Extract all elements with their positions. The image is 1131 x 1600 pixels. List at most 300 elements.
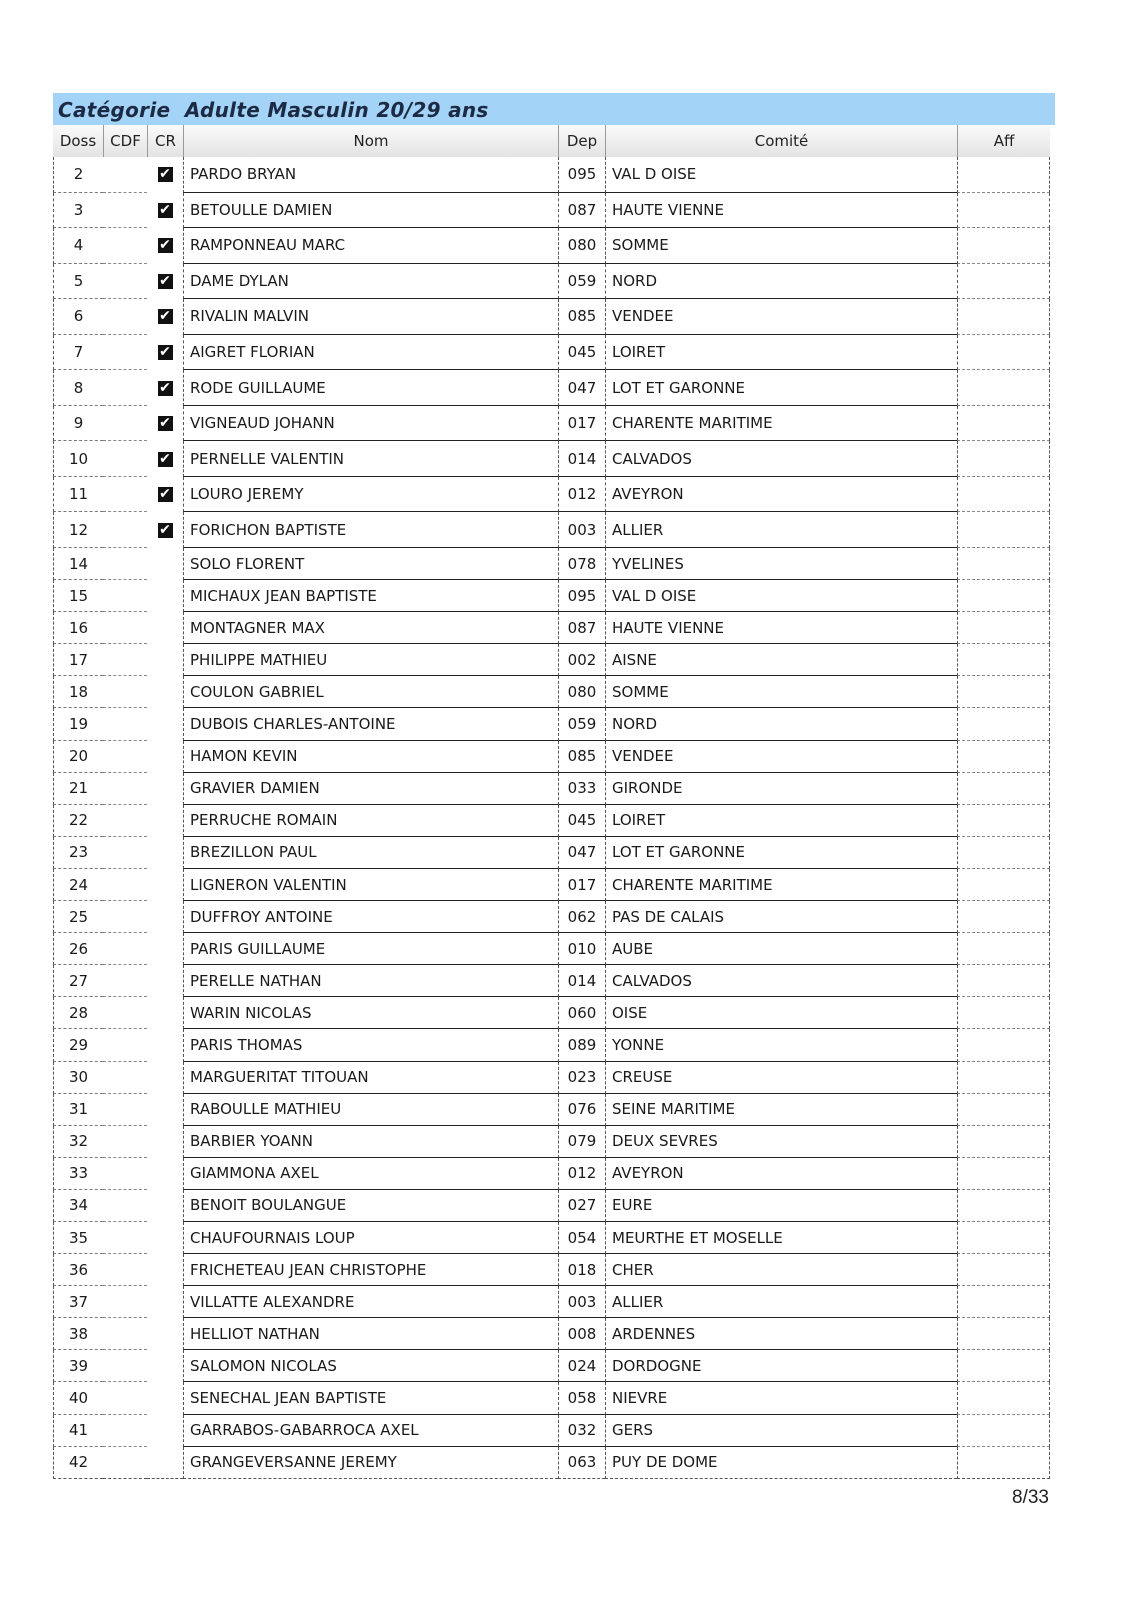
doss-cell: 8 [53,370,103,406]
aff-cell [957,1350,1050,1382]
cdf-cell [103,1062,147,1094]
table-row [53,1126,1050,1158]
cr-cell [147,933,183,965]
comite-cell: AVEYRON [605,1158,957,1190]
doss-cell: 3 [53,193,103,229]
cdf-cell [103,997,147,1029]
comite-cell: YVELINES [605,548,957,580]
cdf-cell [103,708,147,740]
nom-cell: BETOULLE DAMIEN [183,193,558,229]
dep-cell: 045 [558,805,605,837]
cr-cell [147,1254,183,1286]
cdf-cell [103,193,147,229]
cr-cell [147,1190,183,1222]
table-row [53,1062,1050,1094]
table-row [53,933,1050,965]
dep-cell: 062 [558,901,605,933]
aff-cell [957,869,1050,901]
aff-cell [957,1415,1050,1447]
aff-cell [957,933,1050,965]
dep-cell: 060 [558,997,605,1029]
dep-cell: 095 [558,580,605,612]
aff-cell [957,1158,1050,1190]
cr-cell [147,805,183,837]
comite-cell: DORDOGNE [605,1350,957,1382]
nom-cell: SALOMON NICOLAS [183,1350,558,1382]
cr-cell [147,157,183,193]
doss-cell: 30 [53,1062,103,1094]
aff-cell [957,1222,1050,1254]
nom-cell: PARIS THOMAS [183,1029,558,1061]
dep-cell: 024 [558,1350,605,1382]
nom-cell: GARRABOS-GABARROCA AXEL [183,1415,558,1447]
cdf-cell [103,1094,147,1126]
table-row [53,741,1050,773]
nom-cell: WARIN NICOLAS [183,997,558,1029]
comite-cell: SOMME [605,228,957,264]
table-row [53,1286,1050,1318]
cr-cell [147,335,183,371]
comite-cell: PAS DE CALAIS [605,901,957,933]
dep-cell: 080 [558,228,605,264]
nom-cell: PERRUCHE ROMAIN [183,805,558,837]
dep-cell: 079 [558,1126,605,1158]
table-row [53,580,1050,612]
nom-cell: SENECHAL JEAN BAPTISTE [183,1382,558,1414]
nom-cell: PERELLE NATHAN [183,965,558,997]
doss-cell: 25 [53,901,103,933]
cdf-cell [103,406,147,442]
table-row [53,708,1050,740]
aff-cell [957,406,1050,442]
aff-cell [957,1382,1050,1414]
cdf-cell [103,580,147,612]
aff-cell [957,965,1050,997]
comite-cell: AVEYRON [605,477,957,513]
cr-cell [147,997,183,1029]
dep-cell: 008 [558,1318,605,1350]
checked-checkbox-icon: ✔ [159,166,171,183]
comite-cell: LOIRET [605,805,957,837]
checked-checkbox-icon: ✔ [159,237,171,254]
comite-cell: VENDEE [605,741,957,773]
comite-cell: GIRONDE [605,773,957,805]
table-row [53,1415,1050,1447]
column-header-doss: Doss [53,125,103,157]
doss-cell: 18 [53,676,103,708]
comite-cell: HAUTE VIENNE [605,193,957,229]
cr-cell [147,837,183,869]
cdf-cell [103,441,147,477]
cr-cell [147,1126,183,1158]
cr-cell [147,193,183,229]
dep-cell: 012 [558,477,605,513]
doss-cell: 42 [53,1447,103,1479]
cdf-cell [103,1382,147,1414]
dep-cell: 017 [558,406,605,442]
aff-cell [957,1190,1050,1222]
cdf-cell [103,869,147,901]
nom-cell: CHAUFOURNAIS LOUP [183,1222,558,1254]
doss-cell: 10 [53,441,103,477]
table-row [53,965,1050,997]
cr-cell [147,1222,183,1254]
doss-cell: 27 [53,965,103,997]
doss-cell: 34 [53,1190,103,1222]
nom-cell: BREZILLON PAUL [183,837,558,869]
dep-cell: 059 [558,708,605,740]
comite-cell: PUY DE DOME [605,1447,957,1479]
aff-cell [957,1062,1050,1094]
dep-cell: 085 [558,299,605,335]
doss-cell: 2 [53,157,103,193]
aff-cell [957,1029,1050,1061]
dep-cell: 003 [558,1286,605,1318]
doss-cell: 41 [53,1415,103,1447]
page-number: 8/33 [1012,1487,1049,1508]
nom-cell: COULON GABRIEL [183,676,558,708]
dep-cell: 080 [558,676,605,708]
cdf-cell [103,1318,147,1350]
dep-cell: 085 [558,741,605,773]
table-row [53,264,1050,300]
cdf-cell [103,644,147,676]
nom-cell: HELLIOT NATHAN [183,1318,558,1350]
nom-cell: RAMPONNEAU MARC [183,228,558,264]
cr-cell [147,1062,183,1094]
checked-checkbox-icon: ✔ [159,201,171,218]
cdf-cell [103,741,147,773]
column-header-cr: CR [147,125,183,157]
cr-cell [147,370,183,406]
comite-cell: SEINE MARITIME [605,1094,957,1126]
comite-cell: VAL D OISE [605,157,957,193]
comite-cell: LOIRET [605,335,957,371]
comite-cell: VENDEE [605,299,957,335]
checked-checkbox-icon: ✔ [159,450,171,467]
cdf-cell [103,901,147,933]
table-row [53,548,1050,580]
comite-cell: OISE [605,997,957,1029]
doss-cell: 37 [53,1286,103,1318]
cr-cell [147,773,183,805]
cr-cell [147,965,183,997]
checked-checkbox-icon: ✔ [159,521,171,538]
comite-cell: NORD [605,264,957,300]
nom-cell: LIGNERON VALENTIN [183,869,558,901]
table-row [53,773,1050,805]
cr-cell [147,1158,183,1190]
dep-cell: 012 [558,1158,605,1190]
table-row [53,441,1050,477]
cdf-cell [103,1158,147,1190]
column-header-nom: Nom [183,125,558,157]
cdf-cell [103,228,147,264]
cr-cell [147,708,183,740]
aff-cell [957,1318,1050,1350]
nom-cell: FRICHETEAU JEAN CHRISTOPHE [183,1254,558,1286]
column-header-aff: Aff [957,125,1050,157]
dep-cell: 087 [558,193,605,229]
column-header-comite: Comité [605,125,957,157]
cr-cell [147,1094,183,1126]
comite-cell: DEUX SEVRES [605,1126,957,1158]
cr-cell [147,406,183,442]
checked-checkbox-icon: ✔ [159,415,171,432]
doss-cell: 26 [53,933,103,965]
aff-cell [957,477,1050,513]
aff-cell [957,193,1050,229]
comite-cell: CHARENTE MARITIME [605,869,957,901]
cr-cell [147,901,183,933]
dep-cell: 023 [558,1062,605,1094]
doss-cell: 14 [53,548,103,580]
table-row [53,477,1050,513]
comite-cell: ALLIER [605,1286,957,1318]
table-row [53,1382,1050,1414]
dep-cell: 078 [558,548,605,580]
participants-table [53,157,1050,1479]
nom-cell: MONTAGNER MAX [183,612,558,644]
dep-cell: 027 [558,1190,605,1222]
doss-cell: 33 [53,1158,103,1190]
table-row [53,193,1050,229]
doss-cell: 9 [53,406,103,442]
table-row [53,299,1050,335]
aff-cell [957,805,1050,837]
dep-cell: 045 [558,335,605,371]
comite-cell: AUBE [605,933,957,965]
doss-cell: 38 [53,1318,103,1350]
dep-cell: 010 [558,933,605,965]
dep-cell: 018 [558,1254,605,1286]
table-row [53,228,1050,264]
dep-cell: 076 [558,1094,605,1126]
cr-cell [147,299,183,335]
cdf-cell [103,548,147,580]
cdf-cell [103,773,147,805]
doss-cell: 17 [53,644,103,676]
table-row [53,901,1050,933]
nom-cell: VILLATTE ALEXANDRE [183,1286,558,1318]
table-row [53,644,1050,676]
aff-cell [957,676,1050,708]
cr-cell [147,1382,183,1414]
doss-cell: 6 [53,299,103,335]
cdf-cell [103,477,147,513]
dep-cell: 047 [558,837,605,869]
doss-cell: 29 [53,1029,103,1061]
aff-cell [957,264,1050,300]
doss-cell: 16 [53,612,103,644]
doss-cell: 19 [53,708,103,740]
cdf-cell [103,512,147,548]
nom-cell: FORICHON BAPTISTE [183,512,558,548]
dep-cell: 014 [558,441,605,477]
dep-cell: 047 [558,370,605,406]
doss-cell: 24 [53,869,103,901]
cr-cell [147,441,183,477]
cdf-cell [103,1286,147,1318]
aff-cell [957,157,1050,193]
table-row [53,676,1050,708]
cr-cell [147,676,183,708]
aff-cell [957,548,1050,580]
cr-cell [147,580,183,612]
dep-cell: 033 [558,773,605,805]
cr-cell [147,741,183,773]
comite-cell: EURE [605,1190,957,1222]
nom-cell: HAMON KEVIN [183,741,558,773]
aff-cell [957,901,1050,933]
table-row [53,370,1050,406]
doss-cell: 21 [53,773,103,805]
cr-cell [147,512,183,548]
cdf-cell [103,805,147,837]
doss-cell: 39 [53,1350,103,1382]
comite-cell: CHARENTE MARITIME [605,406,957,442]
category-title: Catégorie Adulte Masculin 20/29 ans [58,98,489,122]
table-header [53,125,1050,157]
cdf-cell [103,1415,147,1447]
column-header-dep: Dep [558,125,605,157]
aff-cell [957,1254,1050,1286]
table-row [53,1447,1050,1479]
aff-cell [957,1447,1050,1479]
table-row [53,1254,1050,1286]
nom-cell: GIAMMONA AXEL [183,1158,558,1190]
comite-cell: HAUTE VIENNE [605,612,957,644]
cdf-cell [103,612,147,644]
aff-cell [957,580,1050,612]
comite-cell: SOMME [605,676,957,708]
doss-cell: 23 [53,837,103,869]
doss-cell: 32 [53,1126,103,1158]
table-row [53,1158,1050,1190]
aff-cell [957,228,1050,264]
table-row [53,157,1050,193]
cdf-cell [103,1447,147,1479]
table-row [53,997,1050,1029]
aff-cell [957,1126,1050,1158]
comite-cell: CHER [605,1254,957,1286]
cr-cell [147,1415,183,1447]
nom-cell: SOLO FLORENT [183,548,558,580]
dep-cell: 014 [558,965,605,997]
cr-cell [147,1447,183,1479]
cdf-cell [103,965,147,997]
cdf-cell [103,335,147,371]
aff-cell [957,299,1050,335]
table-row [53,406,1050,442]
table-row [53,1094,1050,1126]
checked-checkbox-icon: ✔ [159,379,171,396]
dep-cell: 017 [558,869,605,901]
nom-cell: RODE GUILLAUME [183,370,558,406]
cdf-cell [103,1126,147,1158]
nom-cell: PARIS GUILLAUME [183,933,558,965]
table-row [53,837,1050,869]
table-row [53,335,1050,371]
cr-cell [147,612,183,644]
nom-cell: AIGRET FLORIAN [183,335,558,371]
table-row [53,1318,1050,1350]
cr-cell [147,1350,183,1382]
cr-cell [147,477,183,513]
cdf-cell [103,933,147,965]
cdf-cell [103,1190,147,1222]
doss-cell: 20 [53,741,103,773]
dep-cell: 063 [558,1447,605,1479]
doss-cell: 36 [53,1254,103,1286]
comite-cell: CREUSE [605,1062,957,1094]
aff-cell [957,1094,1050,1126]
comite-cell: AISNE [605,644,957,676]
aff-cell [957,773,1050,805]
comite-cell: NIEVRE [605,1382,957,1414]
dep-cell: 059 [558,264,605,300]
dep-cell: 095 [558,157,605,193]
cr-cell [147,228,183,264]
nom-cell: LOURO JEREMY [183,477,558,513]
nom-cell: MARGUERITAT TITOUAN [183,1062,558,1094]
checked-checkbox-icon: ✔ [159,344,171,360]
category-banner [53,93,1055,125]
table-row [53,1190,1050,1222]
doss-cell: 11 [53,477,103,513]
comite-cell: CALVADOS [605,441,957,477]
dep-cell: 003 [558,512,605,548]
doss-cell: 5 [53,264,103,300]
doss-cell: 22 [53,805,103,837]
nom-cell: PERNELLE VALENTIN [183,441,558,477]
nom-cell: GRANGEVERSANNE JEREMY [183,1447,558,1479]
dep-cell: 089 [558,1029,605,1061]
comite-cell: LOT ET GARONNE [605,837,957,869]
aff-cell [957,441,1050,477]
cdf-cell [103,1029,147,1061]
nom-cell: MICHAUX JEAN BAPTISTE [183,580,558,612]
aff-cell [957,708,1050,740]
cdf-cell [103,1350,147,1382]
comite-cell: GERS [605,1415,957,1447]
checked-checkbox-icon: ✔ [159,308,171,325]
column-header-cdf: CDF [103,125,147,157]
table-row [53,805,1050,837]
aff-cell [957,644,1050,676]
comite-cell: NORD [605,708,957,740]
comite-cell: CALVADOS [605,965,957,997]
dep-cell: 002 [558,644,605,676]
dep-cell: 058 [558,1382,605,1414]
cr-cell [147,869,183,901]
nom-cell: DUFFROY ANTOINE [183,901,558,933]
aff-cell [957,997,1050,1029]
nom-cell: RIVALIN MALVIN [183,299,558,335]
doss-cell: 40 [53,1382,103,1414]
checked-checkbox-icon: ✔ [159,486,171,503]
doss-cell: 4 [53,228,103,264]
nom-cell: DAME DYLAN [183,264,558,300]
cr-cell [147,644,183,676]
dep-cell: 054 [558,1222,605,1254]
aff-cell [957,370,1050,406]
cdf-cell [103,370,147,406]
doss-cell: 15 [53,580,103,612]
cr-cell [147,548,183,580]
aff-cell [957,335,1050,371]
aff-cell [957,612,1050,644]
